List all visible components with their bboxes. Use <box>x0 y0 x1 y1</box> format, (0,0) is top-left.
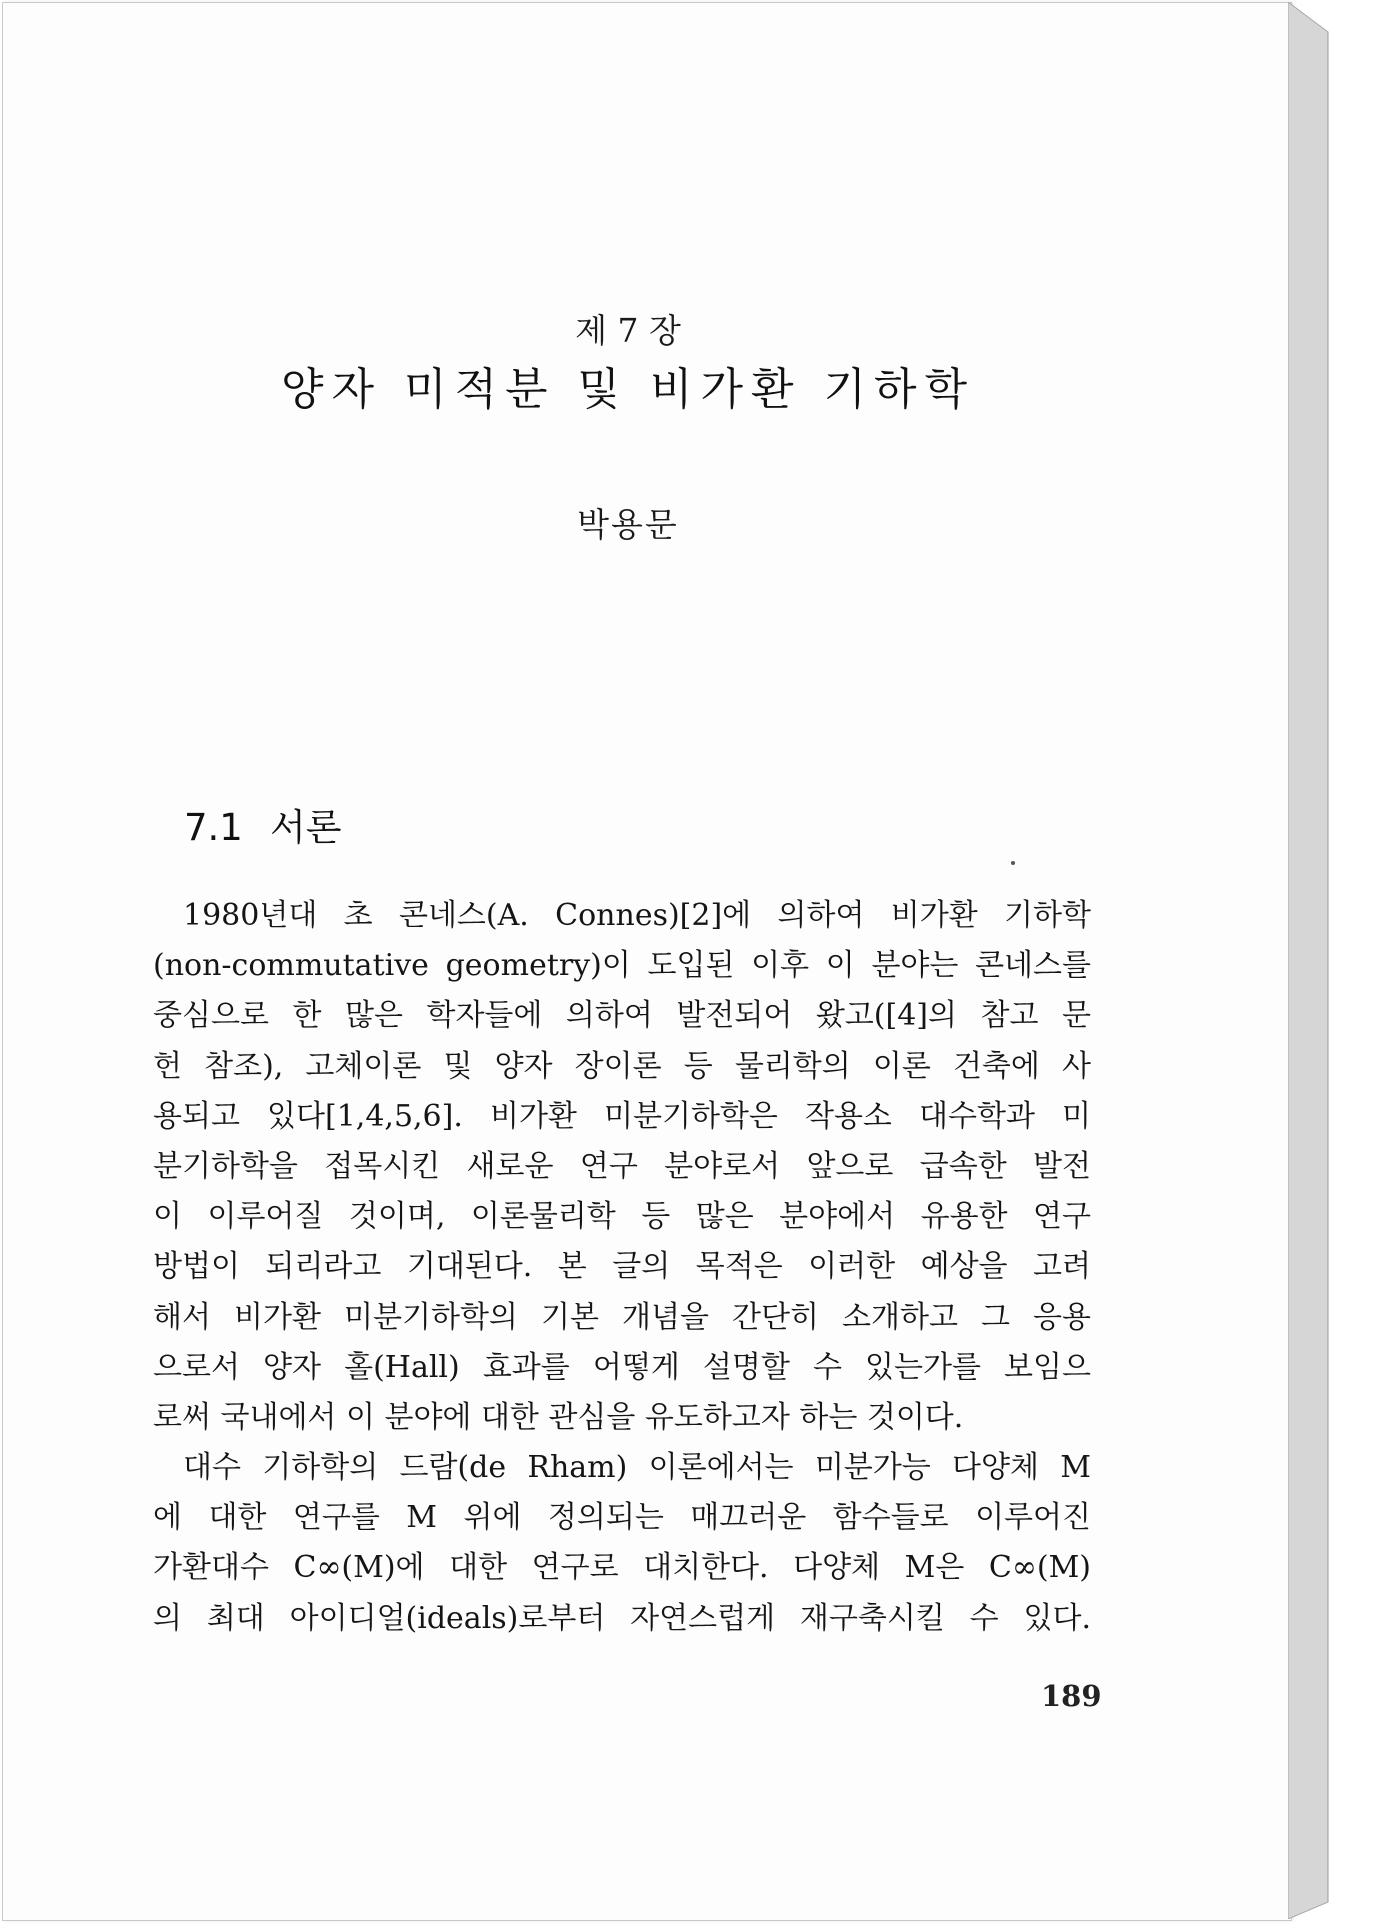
body-line: 1980년대 초 콘네스(A. Connes)[2]에 의하여 비가환 기하학 <box>183 898 1091 933</box>
body-line: 에 대한 연구를 M 위에 정의되는 매끄러운 함수들로 이루어진 <box>153 1500 1091 1536</box>
section-heading <box>184 797 341 851</box>
book-page <box>2 2 1292 1921</box>
body-line: (non-commutative geometry)이 도입된 이후 이 분야는 콘네스를 <box>153 948 1091 984</box>
body-line: 가환대수 C∞(M)에 대한 연구로 대치한다. 다양체 M은 C∞(M) <box>153 1550 1091 1586</box>
body-line: 의 최대 아이디얼(ideals)로부터 자연스럽게 재구축시킬 수 있다. <box>153 1600 1091 1636</box>
book-spine-edge <box>1288 2 1340 1919</box>
body-line: 대수 기하학의 드람(de Rham) 이론에서는 미분가능 다양체 M <box>183 1450 1091 1486</box>
body-line: 해서 비가환 미분기하학의 기본 개념을 간단히 소개하고 그 응용 <box>153 1299 1091 1335</box>
body-line: 로써 국내에서 이 분야에 대한 관심을 유도하고자 하는 것이다. <box>153 1399 964 1435</box>
page-number: 189 <box>1041 1679 1102 1713</box>
body-line: 으로서 양자 홀(Hall) 효과를 어떻게 설명할 수 있는가를 보임으 <box>153 1349 1091 1385</box>
stray-dot <box>1011 861 1015 865</box>
body-line: 중심으로 한 많은 학자들에 의하여 발전되어 왔고([4]의 참고 문 <box>153 998 1091 1034</box>
body-line: 이 이루어질 것이며, 이론물리학 등 많은 분야에서 유용한 연구 <box>153 1199 1091 1235</box>
body-line: 방법이 되리라고 기대된다. 본 글의 목적은 이러한 예상을 고려 <box>153 1249 1091 1285</box>
body-line: 헌 참조), 고체이론 및 양자 장이론 등 물리학의 이론 건축에 사 <box>153 1048 1091 1084</box>
body-paragraphs <box>153 891 1091 1644</box>
section-title: 서론 <box>270 806 342 849</box>
chapter-number: 제 7 장 <box>575 311 681 350</box>
section-number: 7.1 <box>184 806 243 849</box>
author-name: 박용문 <box>577 505 679 544</box>
chapter-title: 양자 미적분 및 비가환 기하학 <box>281 364 975 415</box>
body-line: 분기하학을 접목시킨 새로운 연구 분야로서 앞으로 급속한 발전 <box>153 1148 1091 1184</box>
body-line: 용되고 있다[1,4,5,6]. 비가환 미분기하학은 작용소 대수학과 미 <box>153 1098 1091 1134</box>
